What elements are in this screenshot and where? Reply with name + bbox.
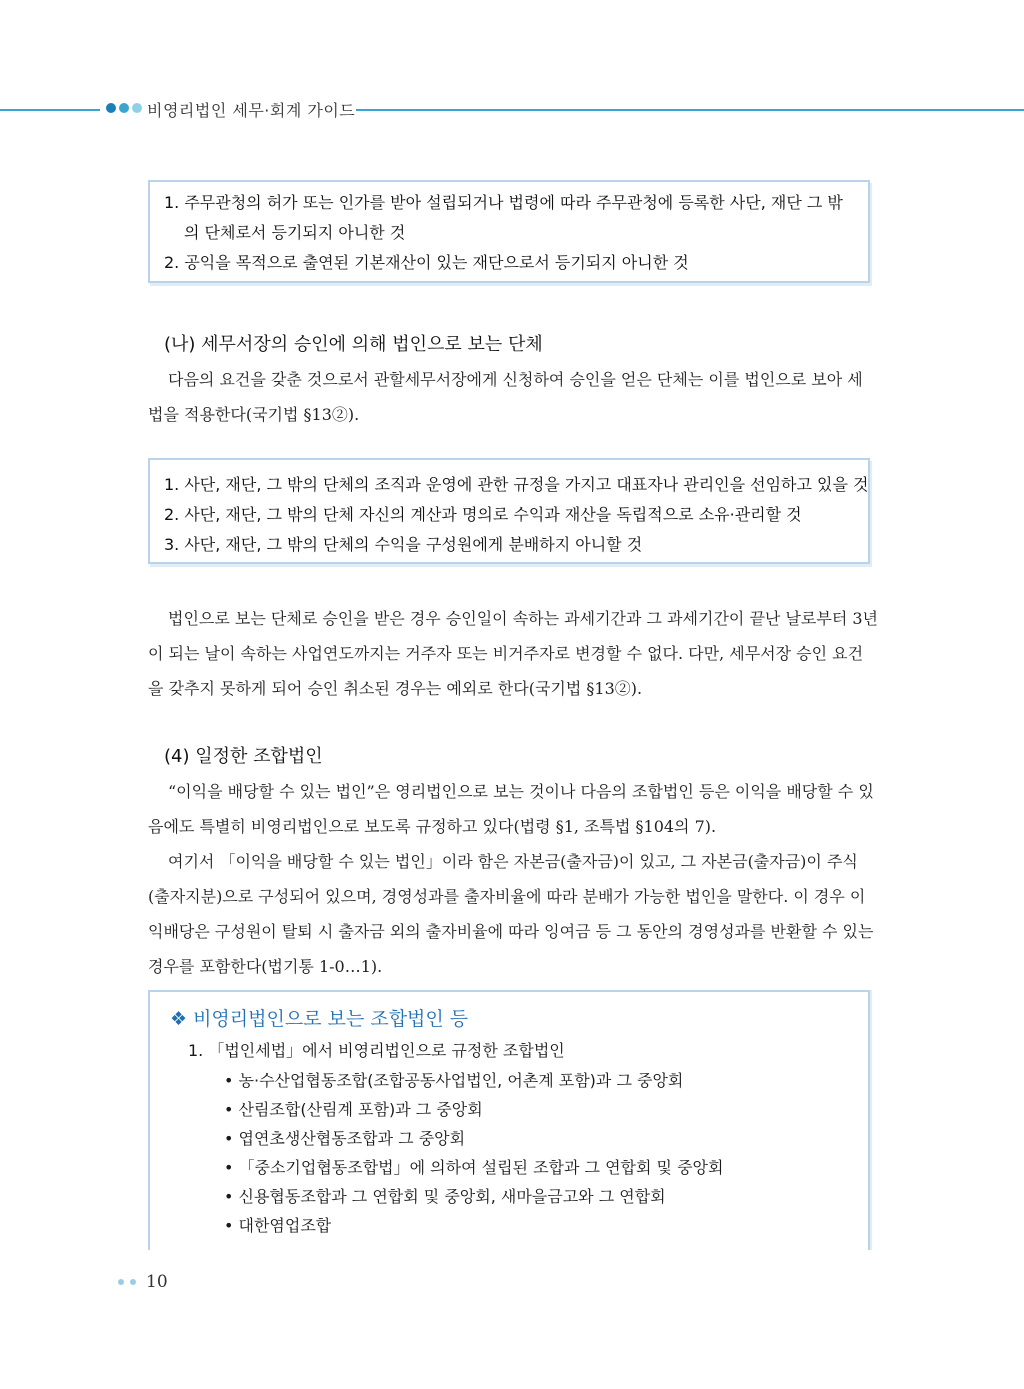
cooperative-list-box bbox=[148, 990, 870, 1250]
requirements-box-1 bbox=[148, 180, 870, 283]
requirements-box-2 bbox=[148, 458, 870, 564]
box2-line-1: 1. 사단, 재단, 그 밖의 단체의 조직과 운영에 관한 규정을 가지고 대표자나 관리인을 선임하고 있을 것 bbox=[164, 475, 869, 494]
header-dot-2 bbox=[119, 103, 129, 113]
page-footer bbox=[118, 1272, 168, 1292]
approval-text: 법인으로 보는 단체로 승인을 받은 경우 승인일이 속하는 과세기간과 그 과세기간이 끝난 날로부터 3년이 되는 날이 속하는 사업연도까지는 거주자 또는 비거주자로 변경할 수 없다. 다만, 세무서장 승인 요건을 갖추지 못하게 되어 승인 취소된 경우는 예외로 한다(국기법 §13②). bbox=[148, 609, 878, 698]
approval-paragraph bbox=[148, 601, 878, 706]
header-rule-left bbox=[0, 109, 100, 111]
cooperative-bullet: • 농·수산업협동조합(조합공동사업법인, 어촌계 포함)과 그 중앙회 bbox=[224, 1071, 684, 1090]
footer-dot bbox=[118, 1279, 124, 1285]
box1-line-2: 의 단체로서 등기되지 아니한 것 bbox=[184, 223, 406, 242]
running-header bbox=[0, 96, 1024, 124]
header-title: 비영리법인 세무·회계 가이드 bbox=[147, 101, 356, 120]
cooperative-bullet: • 「중소기업협동조합법」에 의하여 설립된 조합과 그 연합회 및 중앙회 bbox=[224, 1158, 724, 1177]
box2-line-3: 3. 사단, 재단, 그 밖의 단체의 수익을 구성원에게 분배하지 아니할 것 bbox=[164, 535, 643, 554]
footer-dot bbox=[130, 1279, 136, 1285]
cooperative-bullet: • 대한염업조합 bbox=[224, 1216, 332, 1235]
header-dots bbox=[106, 103, 142, 113]
box2-line-2: 2. 사단, 재단, 그 밖의 단체 자신의 계산과 명의로 수익과 재산을 독립적으로 소유·관리할 것 bbox=[164, 505, 802, 524]
box1-line-3: 2. 공익을 목적으로 출연된 기본재산이 있는 재단으로서 등기되지 아니한 것 bbox=[164, 253, 689, 272]
section-4-paragraph-2: 여기서 「이익을 배당할 수 있는 법인」이라 함은 자본금(출자금)이 있고, 그 자본금(출자금)이 주식(출자지분)으로 구성되어 있으며, 경영성과를 출자비율에 따라 분배가 가능한 법인을 말한다. 이 경우 이익배당은 구성원이 탈퇴 시 출자금 외의 출자비율에 따라 잉여금 등 그 동안의 경영성과를 반환할 수 있는 경우를 포함한다(법기통 1-0…1). bbox=[148, 852, 874, 976]
section-na-text: 다음의 요건을 갖춘 것으로서 관할세무서장에게 신청하여 승인을 얻은 단체는 이를 법인으로 보아 세법을 적용한다(국기법 §13②). bbox=[148, 370, 863, 424]
section-4-paragraph-1: “이익을 배당할 수 있는 법인”은 영리법인으로 보는 것이나 다음의 조합법인 등은 이익을 배당할 수 있음에도 특별히 비영리법인으로 보도록 규정하고 있다(법령 §1, 조특법 §104의 7). bbox=[148, 782, 874, 836]
box1-line-1: 1. 주무관청의 허가 또는 인가를 받아 설립되거나 법령에 따라 주무관청에 등록한 사단, 재단 그 밖 bbox=[164, 193, 843, 212]
cooperative-bullet: • 엽연초생산협동조합과 그 중앙회 bbox=[224, 1129, 466, 1148]
page-number: 10 bbox=[146, 1272, 168, 1292]
cooperative-box-title: ❖ 비영리법인으로 보는 조합법인 등 bbox=[170, 1008, 469, 1030]
cooperative-bullet: • 신용협동조합과 그 연합회 및 중앙회, 새마을금고와 그 연합회 bbox=[224, 1187, 666, 1206]
header-dot-1 bbox=[106, 103, 116, 113]
cooperative-bullet: • 산림조합(산림계 포함)과 그 중앙회 bbox=[224, 1100, 483, 1119]
section-4-paragraphs bbox=[148, 774, 878, 984]
section-na-paragraph bbox=[148, 362, 878, 432]
section-na-heading: (나) 세무서장의 승인에 의해 법인으로 보는 단체 bbox=[164, 334, 543, 355]
section-4-heading: (4) 일정한 조합법인 bbox=[164, 746, 323, 767]
header-dot-3 bbox=[132, 103, 142, 113]
header-rule-right bbox=[356, 109, 1024, 111]
cooperative-item-1: 1. 「법인세법」에서 비영리법인으로 규정한 조합법인 bbox=[188, 1041, 565, 1060]
